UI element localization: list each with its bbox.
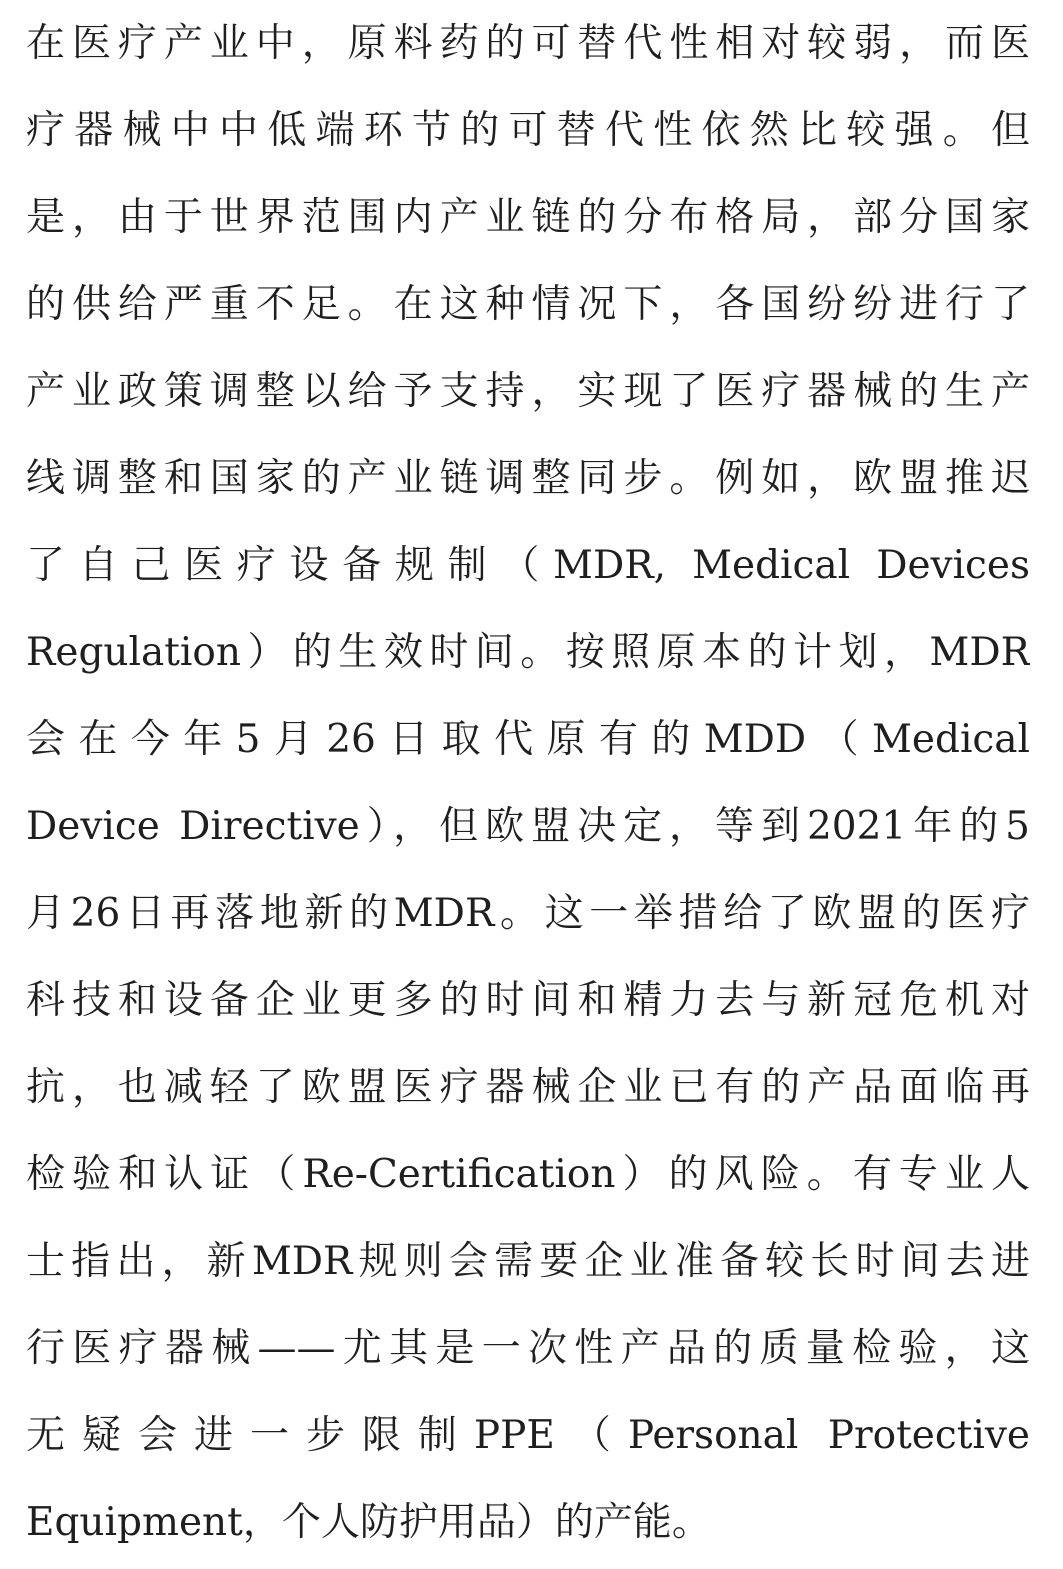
- paragraph-line: Equipment，个人防护用品）的产能。: [26, 1500, 711, 1545]
- paragraph-line: 士指出，新MDR规则会需要企业准备较长时间去进: [26, 1239, 1030, 1284]
- paragraph-line: Device Directive），但欧盟决定，等到2021年的5: [26, 804, 1030, 849]
- paragraph-line: 疗器械中中低端环节的可替代性依然比较强。但: [26, 108, 1030, 153]
- paragraph-line: 会在今年5月26日取代原有的MDD（Medical: [26, 717, 1030, 762]
- paragraph-line: 线调整和国家的产业链调整同步。例如，欧盟推迟: [26, 456, 1030, 501]
- paragraph-line: 是，由于世界范围内产业链的分布格局，部分国家: [26, 195, 1030, 240]
- paragraph-line: 科技和设备企业更多的时间和精力去与新冠危机对: [26, 978, 1030, 1023]
- paragraph-line: 行医疗器械——尤其是一次性产品的质量检验，这: [26, 1326, 1030, 1371]
- paragraph-line: 抗，也减轻了欧盟医疗器械企业已有的产品面临再: [26, 1065, 1030, 1110]
- paragraph-line: 检验和认证（Re-Certification）的风险。有专业人: [26, 1152, 1030, 1197]
- paragraph-line: 的供给严重不足。在这种情况下，各国纷纷进行了: [26, 282, 1030, 327]
- paragraph-line: 在医疗产业中，原料药的可替代性相对较弱，而医: [26, 21, 1030, 66]
- paragraph-line: 无疑会进一步限制PPE（Personal Protective: [26, 1413, 1030, 1458]
- paragraph-line: 月26日再落地新的MDR。这一举措给了欧盟的医疗: [26, 891, 1030, 936]
- paragraph-line: 了自己医疗设备规制（MDR, Medical Devices: [26, 543, 1030, 588]
- article-body: [26, 0, 1030, 1566]
- paragraph-line: Regulation）的生效时间。按照原本的计划，MDR: [26, 630, 1030, 675]
- paragraph-line: 产业政策调整以给予支持，实现了医疗器械的生产: [26, 369, 1030, 414]
